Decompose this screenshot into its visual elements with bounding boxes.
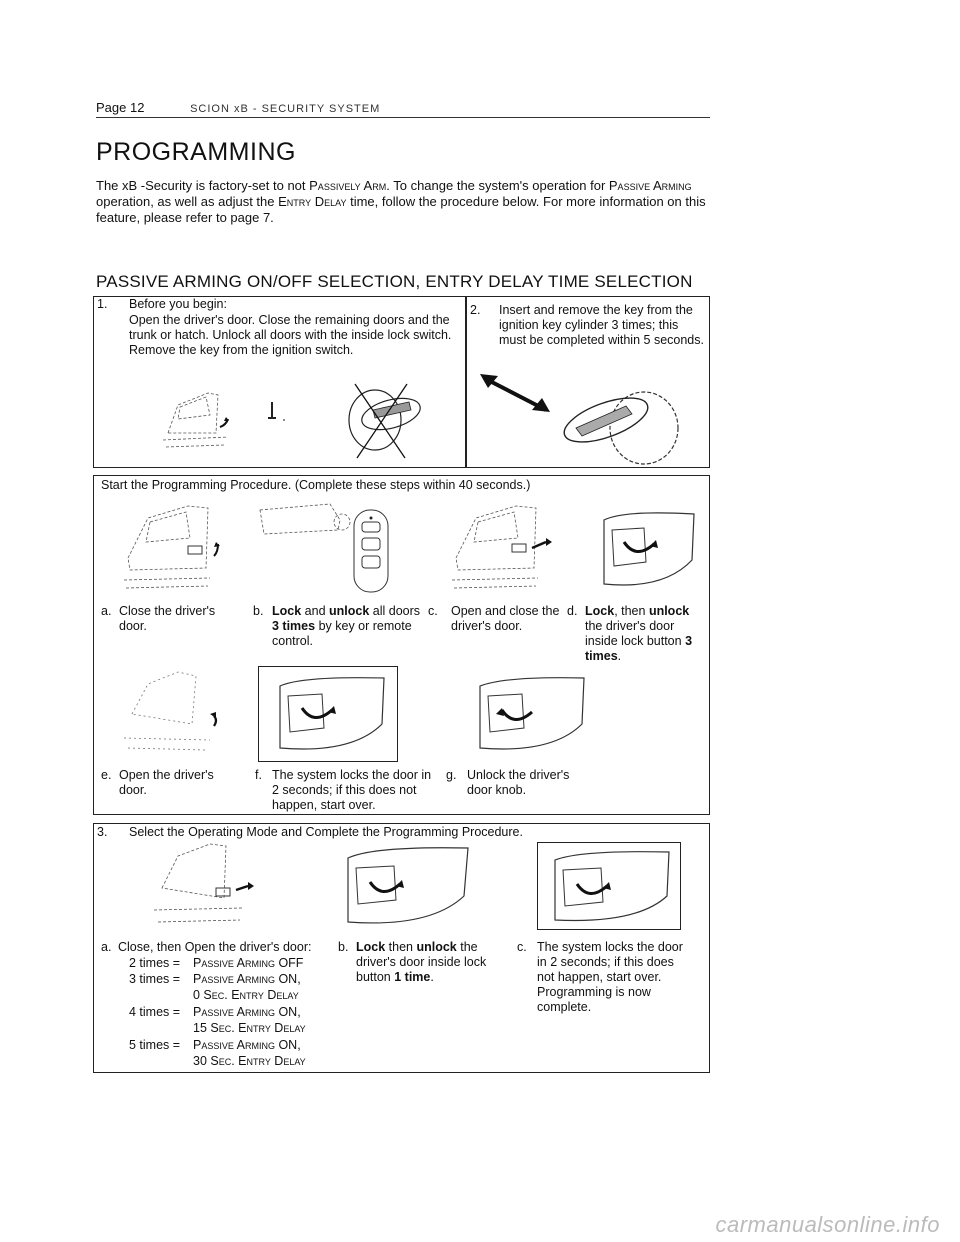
watermark: carmanualsonline.info (715, 1212, 940, 1237)
step-g-letter: g. (446, 768, 457, 782)
step3-b-text: Lock then unlock the driver's door inside lock button 1 time. (356, 940, 487, 984)
step-g-text: Unlock the driver's door knob. (467, 768, 570, 797)
step-b-text: Lock and unlock all doors 3 times by key or remote control. (272, 604, 421, 648)
step-f-text: The system locks the door in 2 seconds; if this does not happen, start over. (272, 768, 432, 812)
section-title: PASSIVE ARMING ON/OFF SELECTION, ENTRY DELAY TIME SELECTION (96, 272, 693, 291)
open-close-door-illustration (446, 498, 556, 598)
step3-lock-button-illustration (334, 838, 474, 934)
step-d-text: Lock, then unlock the driver's door inside lock button 3 times. (585, 604, 693, 663)
locked-door-illustration (262, 668, 394, 760)
mode-row-3-value: Passive Arming ON, (193, 972, 301, 986)
step-a-text: Close the driver's door. (119, 604, 216, 633)
step3-c-letter: c. (517, 940, 527, 954)
page-header (96, 100, 380, 115)
mode-row-5-value: Passive Arming ON, (193, 1038, 301, 1052)
step-c-text: Open and close the driver's door. (451, 604, 560, 633)
mode-row-4-delay: 15 Sec. Entry Delay (193, 1021, 306, 1035)
step1-text: Open the driver's door. Close the remaining doors and the trunk or hatch. Unlock all doors with the inside lock switch. Remove the key from the ignition switch. (129, 313, 452, 357)
key-cylinder-icon (262, 398, 292, 438)
step1-number: 1. (97, 297, 108, 311)
step-d-letter: d. (567, 604, 578, 618)
mode-row-2-value: Passive Arming OFF (193, 956, 304, 970)
step2-number: 2. (470, 303, 481, 317)
step3-c-text: The system locks the door in 2 seconds; if this does not happen, start over. Programming is now complete. (537, 940, 683, 1014)
step3-a-text: Close, then Open the driver's door: (118, 940, 312, 954)
step2-text: Insert and remove the key from the ignition key cylinder 3 times; this must be completed within 5 seconds. (499, 303, 704, 347)
mode-row-3-delay: 0 Sec. Entry Delay (193, 988, 299, 1002)
open-door-illustration (118, 664, 228, 760)
mode-row-5-delay: 30 Sec. Entry Delay (193, 1054, 306, 1068)
header-rule (96, 117, 710, 118)
car-door-open-illustration (158, 385, 238, 455)
insert-key-arrow-illustration (476, 370, 696, 470)
step3-locked-door-illustration (541, 844, 677, 928)
mode-row-3-times: 3 times = (129, 972, 181, 986)
step-e-text: Open the driver's door. (119, 768, 214, 797)
step-c-letter: c. (428, 604, 438, 618)
running-title: SCION xB - SECURITY SYSTEM (190, 103, 381, 115)
mode-row-4-value: Passive Arming ON, (193, 1005, 301, 1019)
page-title: PROGRAMMING (96, 138, 296, 166)
mode-row-2-times: 2 times = (129, 956, 181, 970)
start-procedure-title: Start the Programming Procedure. (Complete these steps within 40 seconds.) (101, 478, 531, 492)
open-door-times-illustration (150, 838, 260, 930)
mode-row-4-times: 4 times = (129, 1005, 181, 1019)
intro-paragraph: The xB -Security is factory-set to not Passively Arm. To change the system's operation for Passive Arming operation, as well as adjust the Entry Delay time, follow the procedure below. For more information on this feature, please refer to page 7. (96, 178, 706, 225)
page-number: Page 12 (96, 100, 145, 115)
step1-heading: Before you begin: (129, 297, 227, 311)
step3-a-letter: a. (101, 940, 112, 954)
mode-row-5-times: 5 times = (129, 1038, 181, 1052)
step3-b-letter: b. (338, 940, 349, 954)
unlock-knob-illustration (466, 668, 590, 764)
key-and-remote-illustration (250, 500, 400, 600)
step3-number: 3. (97, 825, 108, 839)
step-a-letter: a. (101, 604, 112, 618)
key-crossed-out-icon (335, 380, 435, 460)
step-b-letter: b. (253, 604, 264, 618)
step3-title: Select the Operating Mode and Complete the Programming Procedure. (129, 825, 523, 839)
inside-lock-button-illustration (584, 500, 704, 600)
close-door-illustration (118, 498, 228, 598)
step-f-letter: f. (255, 768, 262, 782)
step-e-letter: e. (101, 768, 112, 782)
